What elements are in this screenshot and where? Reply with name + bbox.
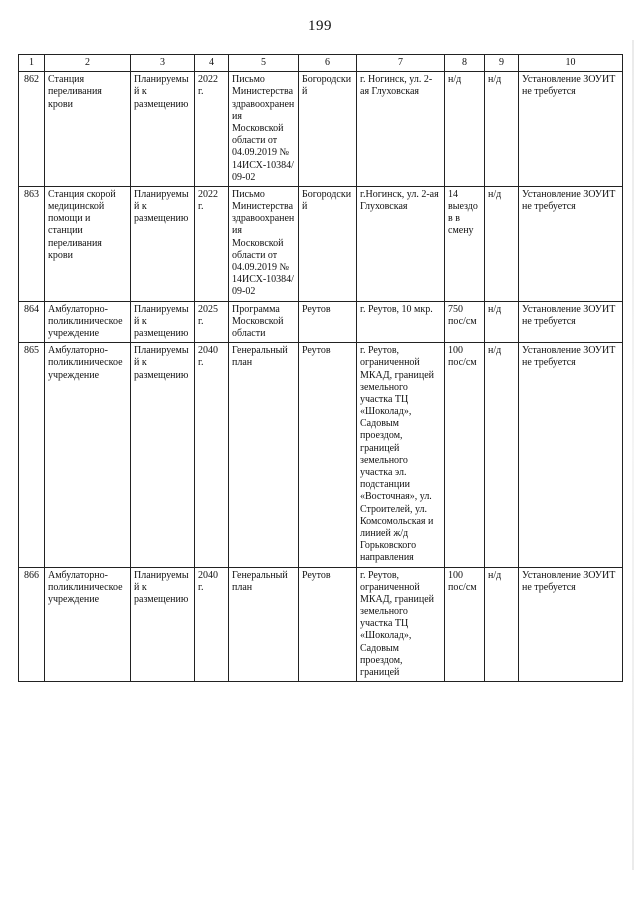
- facility-name-cell: Амбулаторно-поликлиническое учреждение: [45, 343, 131, 567]
- area-cell: н/д: [485, 343, 519, 567]
- capacity-cell: 100 пос/см: [445, 343, 485, 567]
- status-cell: Планируемый к размещению: [131, 186, 195, 301]
- capacity-cell: 750 пос/см: [445, 301, 485, 343]
- capacity-cell: н/д: [445, 72, 485, 187]
- column-number: 10: [519, 55, 623, 72]
- area-cell: н/д: [485, 72, 519, 187]
- column-number: 1: [19, 55, 45, 72]
- column-number: 7: [357, 55, 445, 72]
- row-number-cell: 865: [19, 343, 45, 567]
- status-cell: Планируемый к размещению: [131, 72, 195, 187]
- table-row: [19, 72, 623, 187]
- location-cell: г. Ногинск, ул. 2-ая Глуховская: [357, 72, 445, 187]
- facility-name-cell: Станция скорой медицинской помощи и станции переливания крови: [45, 186, 131, 301]
- capacity-cell: 100 пос/см: [445, 567, 485, 682]
- column-number: 8: [445, 55, 485, 72]
- status-cell: Планируемый к размещению: [131, 301, 195, 343]
- zone-cell: Установление ЗОУИТ не требуется: [519, 301, 623, 343]
- area-cell: н/д: [485, 567, 519, 682]
- capacity-cell: 14 выездов в смену: [445, 186, 485, 301]
- table-row: [19, 567, 623, 682]
- district-cell: Богородский: [299, 186, 357, 301]
- facility-name-cell: Амбулаторно-поликлиническое учреждение: [45, 567, 131, 682]
- column-number: 6: [299, 55, 357, 72]
- district-cell: Богородский: [299, 72, 357, 187]
- status-cell: Планируемый к размещению: [131, 567, 195, 682]
- year-cell: 2022 г.: [195, 186, 229, 301]
- row-number-cell: 862: [19, 72, 45, 187]
- zone-cell: Установление ЗОУИТ не требуется: [519, 567, 623, 682]
- zone-cell: Установление ЗОУИТ не требуется: [519, 343, 623, 567]
- facility-name-cell: Амбулаторно-поликлиническое учреждение: [45, 301, 131, 343]
- basis-cell: Письмо Министерства здравоохранения Московской области от 04.09.2019 № 14ИСХ-10384/09-02: [229, 72, 299, 187]
- basis-cell: Письмо Министерства здравоохранения Московской области от 04.09.2019 № 14ИСХ-10384/09-02: [229, 186, 299, 301]
- year-cell: 2040 г.: [195, 343, 229, 567]
- column-number: 9: [485, 55, 519, 72]
- year-cell: 2022 г.: [195, 72, 229, 187]
- year-cell: 2025 г.: [195, 301, 229, 343]
- basis-cell: Генеральный план: [229, 343, 299, 567]
- row-number-cell: 864: [19, 301, 45, 343]
- row-number-cell: 863: [19, 186, 45, 301]
- column-number: 2: [45, 55, 131, 72]
- basis-cell: Программа Московской области: [229, 301, 299, 343]
- column-number-row: [19, 55, 623, 72]
- area-cell: н/д: [485, 186, 519, 301]
- scan-edge-shadow: [632, 40, 634, 870]
- location-cell: г. Реутов, ограниченной МКАД, границей земельного участка ТЦ «Шоколад», Садовым проездом, границей земельного участка эл. подстанции «Восточная», ул. Строителей, ул. Комсомольская и линией ж/д Горьковского направления: [357, 343, 445, 567]
- district-cell: Реутов: [299, 567, 357, 682]
- district-cell: Реутов: [299, 301, 357, 343]
- column-number: 3: [131, 55, 195, 72]
- basis-cell: Генеральный план: [229, 567, 299, 682]
- column-number: 5: [229, 55, 299, 72]
- facilities-table-wrapper: [18, 54, 622, 682]
- status-cell: Планируемый к размещению: [131, 343, 195, 567]
- page-number: 199: [308, 18, 332, 34]
- area-cell: н/д: [485, 301, 519, 343]
- year-cell: 2040 г.: [195, 567, 229, 682]
- location-cell: г. Реутов, 10 мкр.: [357, 301, 445, 343]
- location-cell: г.Ногинск, ул. 2-ая Глуховская: [357, 186, 445, 301]
- table-row: [19, 343, 623, 567]
- facilities-table: [18, 54, 623, 682]
- column-number: 4: [195, 55, 229, 72]
- district-cell: Реутов: [299, 343, 357, 567]
- table-row: [19, 301, 623, 343]
- table-row: [19, 186, 623, 301]
- facility-name-cell: Станция переливания крови: [45, 72, 131, 187]
- zone-cell: Установление ЗОУИТ не требуется: [519, 186, 623, 301]
- zone-cell: Установление ЗОУИТ не требуется: [519, 72, 623, 187]
- location-cell: г. Реутов, ограниченной МКАД, границей земельного участка ТЦ «Шоколад», Садовым проездом, границей: [357, 567, 445, 682]
- row-number-cell: 866: [19, 567, 45, 682]
